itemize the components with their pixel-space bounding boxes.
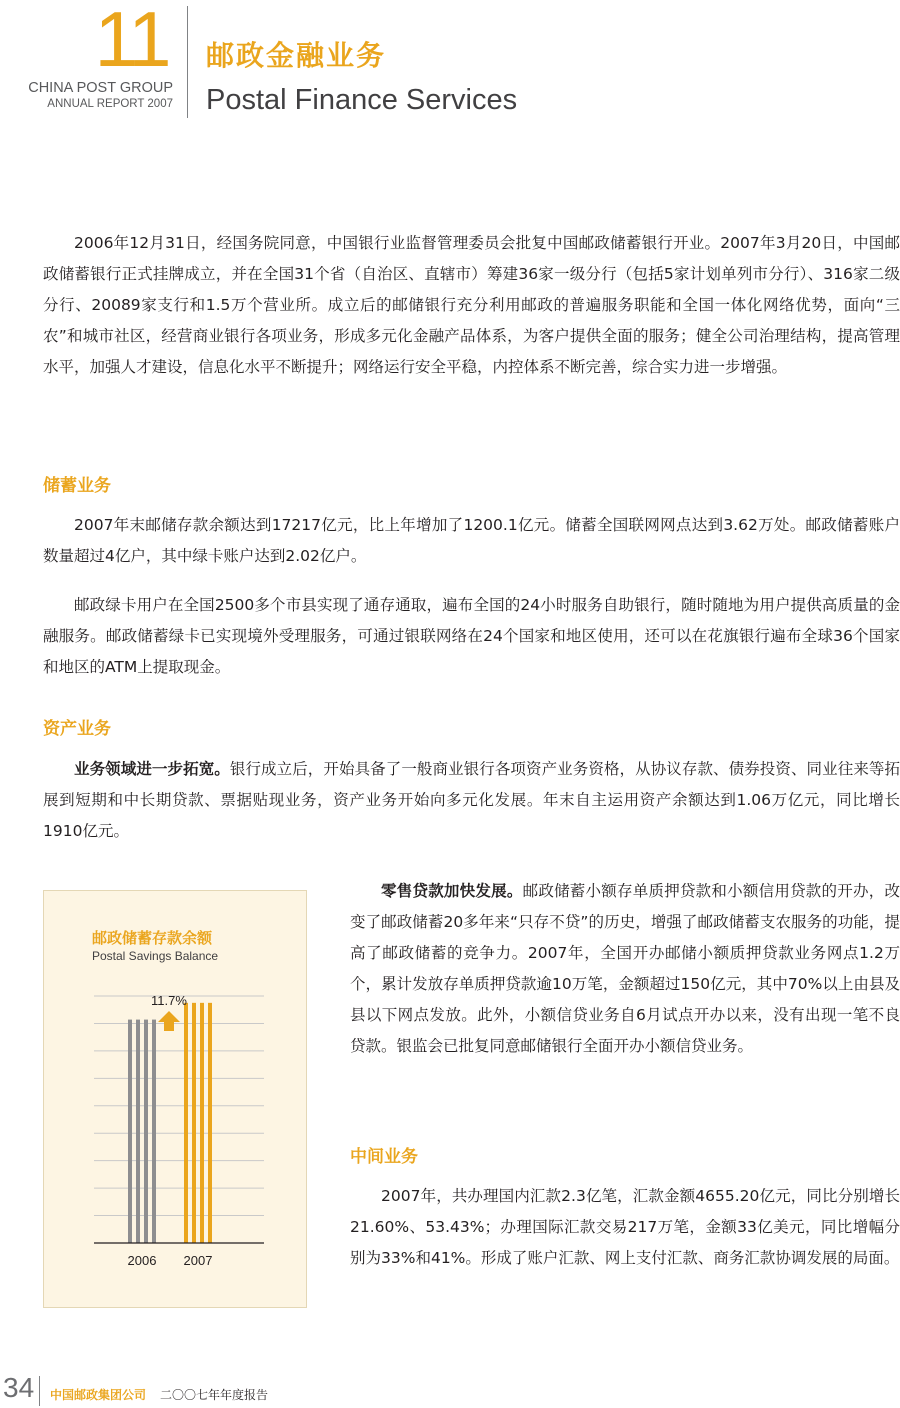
chart-bar-stripe <box>200 1003 204 1243</box>
chart-bar-stripe <box>144 1020 148 1243</box>
savings-paragraph-1: 2007年末邮储存款余额达到17217亿元，比上年增加了1200.1亿元。储蓄全国联网网点达到3.62万处。邮政储蓄账户数量超过4亿户，其中绿卡账户达到2.02亿户。 <box>43 516 900 565</box>
chart-bar-stripe <box>152 1020 156 1243</box>
chapter-number: 11 <box>94 0 168 83</box>
assets-paragraph <box>43 754 900 847</box>
chart-x-tick-label: 2006 <box>127 1253 157 1268</box>
page-title-cn: 邮政金融业务 <box>206 39 387 72</box>
chart-bar-stripe <box>208 1003 212 1243</box>
chart-growth-label: 11.7% <box>151 993 187 1008</box>
footer-report: 二〇〇七年年度报告 <box>160 1388 269 1402</box>
page-title-en: Postal Finance Services <box>206 84 518 116</box>
group-name: CHINA POST GROUP <box>28 80 173 96</box>
section-heading-intermediary: 中间业务 <box>350 1147 418 1167</box>
page-number: 34 <box>3 1372 35 1403</box>
footer-company: 中国邮政集团公司 <box>50 1388 147 1402</box>
chart-title: 邮政储蓄存款余额 <box>92 929 213 947</box>
retail-lead: 零售贷款加快发展。 <box>381 882 523 900</box>
assets-text: 银行成立后，开始具备了一般商业银行各项资产业务资格，从协议存款、债券投资、同业往来等拓展到短期和中长期贷款、票据贴现业务，资产业务开始向多元化发展。年末自主运用资产余额达到1.06万亿元，同比增长1910亿元。 <box>43 760 900 840</box>
chart-bar-stripe <box>136 1020 140 1243</box>
header-divider <box>187 6 188 118</box>
retail-paragraph <box>350 876 900 1062</box>
chart-bar-stripe <box>192 1003 196 1243</box>
footer-divider <box>39 1376 40 1406</box>
retail-text: 邮政储蓄小额存单质押贷款和小额信用贷款的开办，改变了邮政储蓄20多年来“只存不贷”的历史，增强了邮政储蓄支农服务的功能，提高了邮政储蓄的竞争力。2007年，全国开办邮储小额质押贷款业务网点1.2万个，累计发放存单质押贷款逾10万笔，金额超过150亿元，其中70%以上由县及县以下网点发放。此外，小额信贷业务自6月试点开办以来，没有出现一笔不良贷款。银监会已批复同意邮储银行全面开办小额信贷业务。 <box>350 882 900 1055</box>
chart-subtitle: Postal Savings Balance <box>92 949 219 963</box>
intermediary-paragraph: 2007年，共办理国内汇款2.3亿笔，汇款金额4655.20亿元，同比分别增长21.60%、53.43%；办理国际汇款交易217万笔，金额33亿美元，同比增幅分别为33%和41%。形成了账户汇款、网上支付汇款、商务汇款协调发展的局面。 <box>350 1187 900 1267</box>
chart-bar-2006 <box>128 1020 156 1243</box>
savings-balance-chart <box>43 890 307 1308</box>
up-arrow-icon <box>158 1011 180 1031</box>
savings-paragraph-2: 邮政绿卡用户在全国2500多个市县实现了通存通取，遍布全国的24小时服务自助银行，随时随地为用户提供高质量的金融服务。邮政储蓄绿卡已实现境外受理服务，可通过银联网络在24个国家和地区使用，还可以在花旗银行遍布全球36个国家和地区的ATM上提取现金。 <box>43 596 900 676</box>
assets-lead: 业务领域进一步拓宽。 <box>74 760 230 778</box>
chart-x-tick-label: 2007 <box>183 1253 213 1268</box>
intro-paragraph: 2006年12月31日，经国务院同意，中国银行业监督管理委员会批复中国邮政储蓄银行开业。2007年3月20日，中国邮政储蓄银行正式挂牌成立，并在全国31个省（自治区、直辖市）筹建36家一级分行（包括5家计划单列市分行）、316家二级分行、20089家支行和1.5万个营业所。成立后的邮储银行充分利用邮政的普遍服务职能和全国一体化网络优势，面向“三农”和城市社区，经营商业银行各项业务，形成多元化金融产品体系，为客户提供全面的服务；健全公司治理结构，提高管理水平，加强人才建设，信息化水平不断提升；网络运行安全平稳，内控体系不断完善，综合实力进一步增强。 <box>43 234 900 376</box>
section-heading-savings: 储蓄业务 <box>43 476 111 496</box>
chart-bar-stripe <box>184 1003 188 1243</box>
report-name: ANNUAL REPORT 2007 <box>47 98 173 110</box>
chart-bar-2007 <box>184 1003 212 1243</box>
chart-bar-stripe <box>128 1020 132 1243</box>
section-heading-assets: 资产业务 <box>43 719 111 739</box>
chart-plot <box>44 891 306 1307</box>
